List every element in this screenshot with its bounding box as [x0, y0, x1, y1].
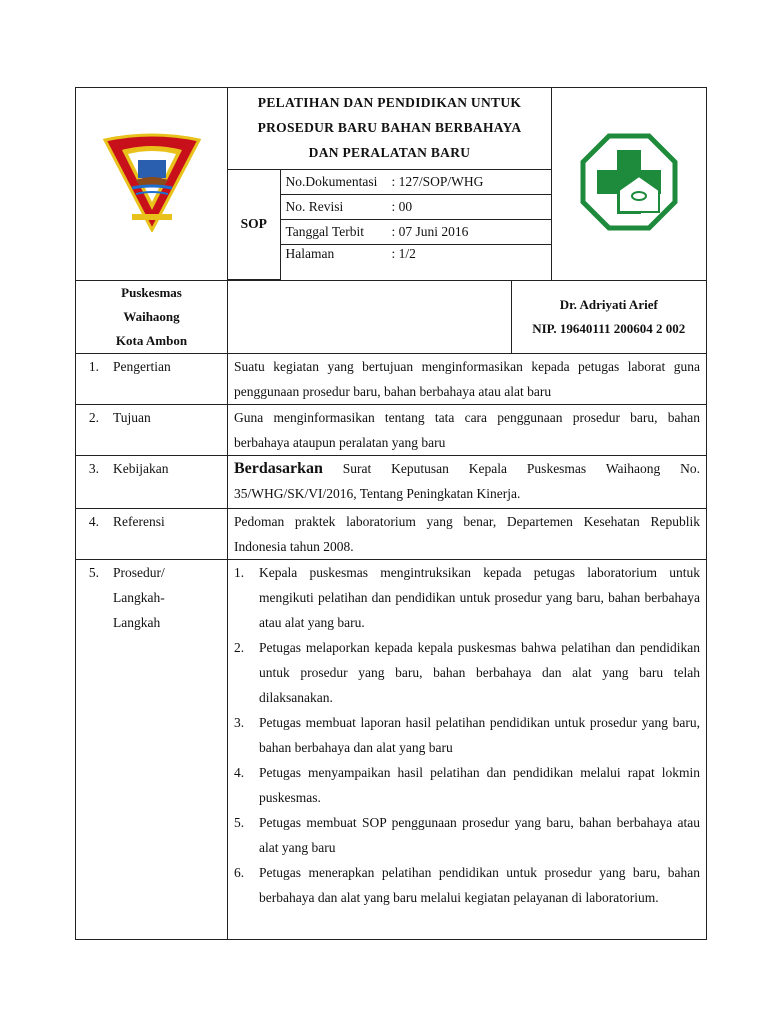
kebijakan-lead: Berdasarkan — [234, 459, 323, 477]
section-label-prosedur — [76, 559, 228, 939]
puskesmas-name — [76, 280, 228, 353]
step-number: 4. — [234, 764, 245, 780]
kepala-nip: NIP. 19640111 200604 2 002 — [532, 320, 686, 336]
step-number: 5. — [234, 814, 245, 830]
signature-row — [228, 280, 707, 353]
step-number: 3. — [234, 714, 245, 730]
meta-tanggal-terbit: Tanggal Terbit : 07 Juni 2016 — [280, 220, 551, 245]
sop-label: SOP — [228, 170, 280, 280]
meta-halaman: Halaman : 1/2 — [280, 245, 551, 280]
section-content-prosedur — [228, 559, 707, 939]
section-content-kebijakan — [228, 455, 707, 508]
section-label: Referensi — [113, 513, 165, 529]
section-content-pengertian: Suatu kegiatan yang bertujuan menginformasikan kepada petugas laborat guna penggunaan prosedur baru, bahan berbahaya atau alat baru — [228, 353, 707, 404]
title-line: PROSEDUR BARU BAHAN BERBAHAYA — [257, 120, 522, 135]
title-line: DAN PERALATAN BARU — [308, 145, 471, 160]
kota-ambon-emblem-icon — [102, 132, 202, 232]
signature-blank — [228, 281, 511, 353]
step-number: 2. — [234, 639, 245, 655]
step-text: Petugas melaporkan kepada kepala puskesmas bahwa pelatihan dan pendidikan untuk prosedur yang baru, bahan berbahaya dan alat yang baru telah dilaksanakan. — [259, 639, 700, 705]
step-text: Petugas membuat SOP penggunaan prosedur yang baru, bahan berbahaya atau alat yang baru — [259, 814, 700, 855]
section-label: Kebijakan — [113, 460, 169, 476]
step-text: Kepala puskesmas mengintruksikan kepada petugas laboratorium untuk mengikuti pelatihan dan pendidikan untuk prosedur yang baru, bahan berbahaya atau alat yang baru. — [259, 564, 700, 630]
section-label-kebijakan — [76, 455, 228, 508]
meta-no-dokumentasi: No.Dokumentasi : 127/SOP/WHG — [280, 170, 551, 195]
meta-no-revisi: No. Revisi : 00 — [280, 195, 551, 220]
city-emblem-cell — [76, 88, 228, 281]
kebijakan-text: Surat Keputusan Kepala Puskesmas Waihaong No. 35/WHG/SK/VI/2016, Tentang Peningkatan Kinerja. — [234, 460, 700, 501]
sop-document — [75, 87, 706, 940]
step-text: Petugas menerapkan pelatihan pendidikan untuk prosedur yang baru, bahan berbahaya dan alat yang baru melalui kegiatan pelayanan di laboratorium. — [259, 864, 700, 905]
meta-table — [228, 169, 551, 280]
section-label: Tujuan — [113, 409, 151, 425]
title-block — [228, 88, 552, 281]
list-item — [234, 760, 700, 810]
step-number: 1. — [234, 564, 245, 580]
list-item — [234, 560, 700, 635]
section-label: Prosedur/ — [113, 564, 165, 580]
section-label-tujuan — [76, 404, 228, 455]
signature-inner — [228, 281, 706, 353]
section-number: 4. — [88, 513, 99, 529]
list-item — [234, 860, 700, 910]
puskesmas-line: Waihaong — [123, 308, 180, 324]
sop-table — [75, 87, 707, 940]
section-label: Pengertian — [113, 358, 171, 374]
document-title — [228, 88, 551, 169]
section-number: 5. — [88, 564, 99, 580]
puskesmas-line: Puskesmas — [121, 284, 182, 300]
section-content-tujuan: Guna menginformasikan tentang tata cara penggunaan prosedur baru, bahan berbahaya ataupun peralatan yang baru — [228, 404, 707, 455]
section-number: 1. — [88, 358, 99, 374]
section-content-referensi: Pedoman praktek laboratorium yang benar, Departemen Kesehatan Republik Indonesia tahun 2008. — [228, 508, 707, 559]
puskesmas-cross-logo-icon — [579, 132, 679, 232]
procedure-steps — [234, 560, 700, 910]
section-number: 3. — [88, 460, 99, 476]
section-number: 2. — [88, 409, 99, 425]
step-text: Petugas membuat laporan hasil pelatihan pendidikan untuk prosedur yang baru, bahan berbahaya dan alat yang baru — [259, 714, 700, 755]
list-item — [234, 810, 700, 860]
section-label-referensi — [76, 508, 228, 559]
title-line: PELATIHAN DAN PENDIDIKAN UNTUK — [257, 95, 522, 110]
list-item — [234, 635, 700, 710]
section-label: Langkah — [113, 614, 161, 630]
kepala-name: Dr. Adriyati Arief — [559, 296, 658, 312]
kepala-puskesmas — [511, 281, 706, 353]
step-number: 6. — [234, 864, 245, 880]
list-item — [234, 710, 700, 760]
section-label-pengertian — [76, 353, 228, 404]
section-label: Langkah- — [113, 589, 165, 605]
step-text: Petugas menyampaikan hasil pelatihan dan pendidikan melalui rapat lokmin puskesmas. — [259, 764, 700, 805]
puskesmas-logo-cell — [552, 88, 707, 281]
puskesmas-line: Kota Ambon — [115, 332, 188, 348]
